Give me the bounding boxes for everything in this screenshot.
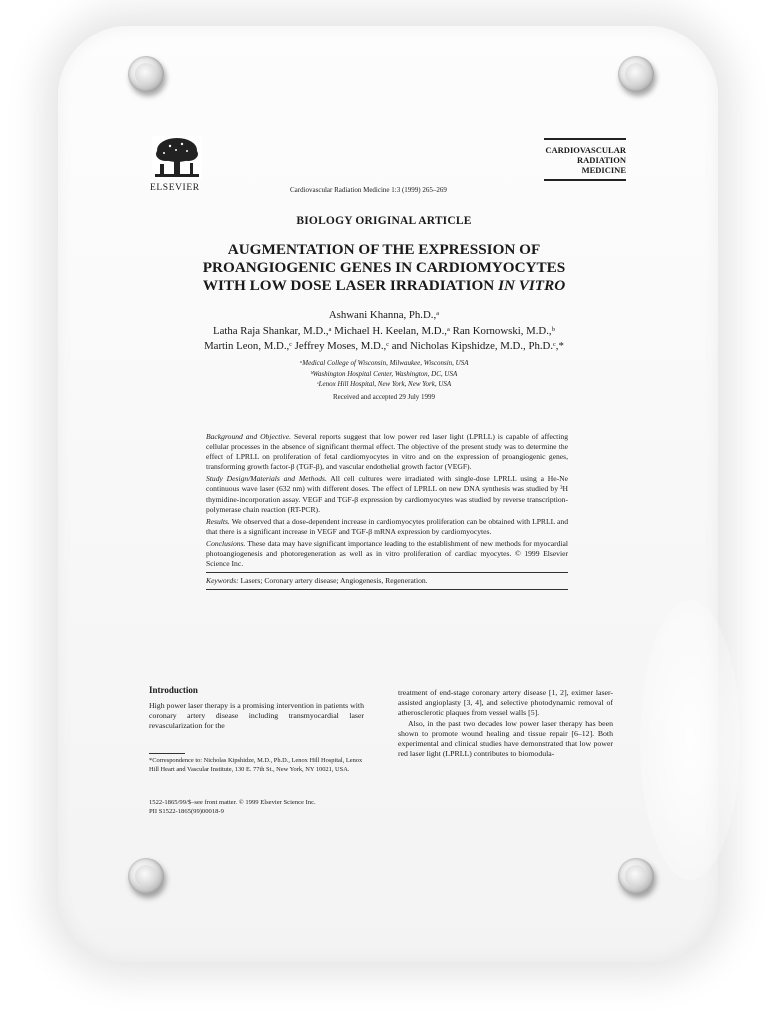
abstract-design: Study Design/Materials and Methods. All cell cultures were irradiated with single-dose LPRLL using a He-Ne continuous wave laser (632 nm) with different doses. The effect of LPRLL on new DNA synthesis was studied by ³H thymidine-incorporation assay. VEGF and TGF-β expression by cardiomyocytes was studied by reverse transcription-polymerase chain reaction (RT-PCR). xyxy=(206,474,568,514)
screw-icon-bottom-right xyxy=(618,858,654,894)
masthead-line: CARDIOVASCULAR xyxy=(545,145,626,155)
body-right-column xyxy=(398,688,613,759)
affiliation: ᵇWashington Hospital Center, Washington, DC, USA xyxy=(310,369,458,378)
abstract-conclusions: Conclusions. These data may have significant importance leading to the establishment of new methods for myocardial photoangiogenesis and photoregeneration as well as in vitro proliferation of cardiac myocytes. © 1999 Elsevier Science Inc. xyxy=(206,538,568,569)
journal-masthead xyxy=(544,138,626,181)
masthead-line: RADIATION xyxy=(577,155,626,165)
paragraph: Also, in the past two decades low power laser therapy has been shown to promote wound healing and tissue repair [6–12]. Both experimental and clinical studies have demonstrated that low power red laser light (LPRLL) contributes to biomodula- xyxy=(398,718,613,759)
title-line: WITH LOW DOSE LASER IRRADIATION IN VITRO xyxy=(202,277,566,294)
article-title xyxy=(140,241,628,295)
screw-icon-top-left xyxy=(128,56,164,92)
abstract xyxy=(206,432,568,592)
author-list xyxy=(140,308,628,355)
abstract-background: Background and Objective. Several reports suggest that low power red laser light (LPRLL) is capable of affecting cellular processes in the absence of significant thermal effect. The objective of the present study was to determine the effect of LPRLL on proliferation of fetal cardiomyocytes in vitro and on the expression of proangiogenic genes, transforming growth factor-β (TGF-β), and vascular endothelial growth factor (VEGF). xyxy=(206,432,568,472)
author-line: Martin Leon, M.D.,ᶜ Jeffrey Moses, M.D.,ᶜ and Nicholas Kipshidze, M.D., Ph.D.ᶜ,* xyxy=(204,340,564,352)
paper-page xyxy=(140,128,628,828)
affiliation: ᶜLenox Hill Hospital, New York, New York, USA xyxy=(316,380,452,388)
affiliation: ᵃMedical College of Wisconsin, Milwaukee, Wisconsin, USA xyxy=(299,359,469,367)
paragraph: treatment of end-stage coronary artery disease [1, 2], eximer laser-assisted angioplasty [3, 4], and selective photodynamic removal of atherosclerotic plaques from vessel walls [5]. xyxy=(398,688,613,718)
screw-icon-bottom-left xyxy=(128,858,164,894)
author-line: Ashwani Khanna, Ph.D.,ᵃ xyxy=(328,309,440,321)
body-left-column xyxy=(149,701,364,732)
pii-line: PII S1522-1865(99)00018-9 xyxy=(149,807,224,815)
affiliations xyxy=(140,358,628,390)
footnote-divider xyxy=(149,753,185,754)
title-line: PROANGIOGENIC GENES IN CARDIOMYOCYTES xyxy=(202,259,566,276)
received-date: Received and accepted 29 July 1999 xyxy=(332,393,436,401)
publisher-name: ELSEVIER xyxy=(150,183,200,193)
paragraph: High power laser therapy is a promising intervention in patients with coronary artery disease including transmyocardial laser revascularization for the xyxy=(149,701,364,731)
abstract-results: Results. We observed that a dose-dependent increase in cardiomyocytes proliferation can be obtained with LPRLL and that there is a significant increase in VEGF and TGF-β mRNA expression by cardiomyocytes. xyxy=(206,516,568,536)
abstract-keywords: Keywords: Lasers; Coronary artery disease; Angiogenesis, Regeneration. xyxy=(206,572,568,590)
section-heading-introduction: Introduction xyxy=(149,685,198,695)
correspondence-footnote: *Correspondence to: Nicholas Kipshidze, M.D., Ph.D., Lenox Hill Hospital, Lenox Hill Heart and Vascular Institute, 130 E. 77th St., New York, NY 10021, USA. xyxy=(149,757,363,773)
article-section: BIOLOGY ORIGINAL ARTICLE xyxy=(296,215,472,227)
author-line: Latha Raja Shankar, M.D.,ᵃ Michael H. Keelan, M.D.,ᵃ Ran Kornowski, M.D.,ᵇ xyxy=(213,324,555,337)
journal-citation: Cardiovascular Radiation Medicine 1:3 (1999) 265–269 xyxy=(290,186,447,194)
title-line: AUGMENTATION OF THE EXPRESSION OF xyxy=(227,241,541,258)
glare xyxy=(640,600,740,880)
elsevier-tree-logo-icon xyxy=(152,136,202,180)
issn-line: 1522-1865/99/$–see front matter. © 1999 Elsevier Science Inc. xyxy=(149,799,316,806)
issn-info xyxy=(149,799,379,817)
screw-icon-top-right xyxy=(618,56,654,92)
masthead-line: MEDICINE xyxy=(581,165,626,175)
